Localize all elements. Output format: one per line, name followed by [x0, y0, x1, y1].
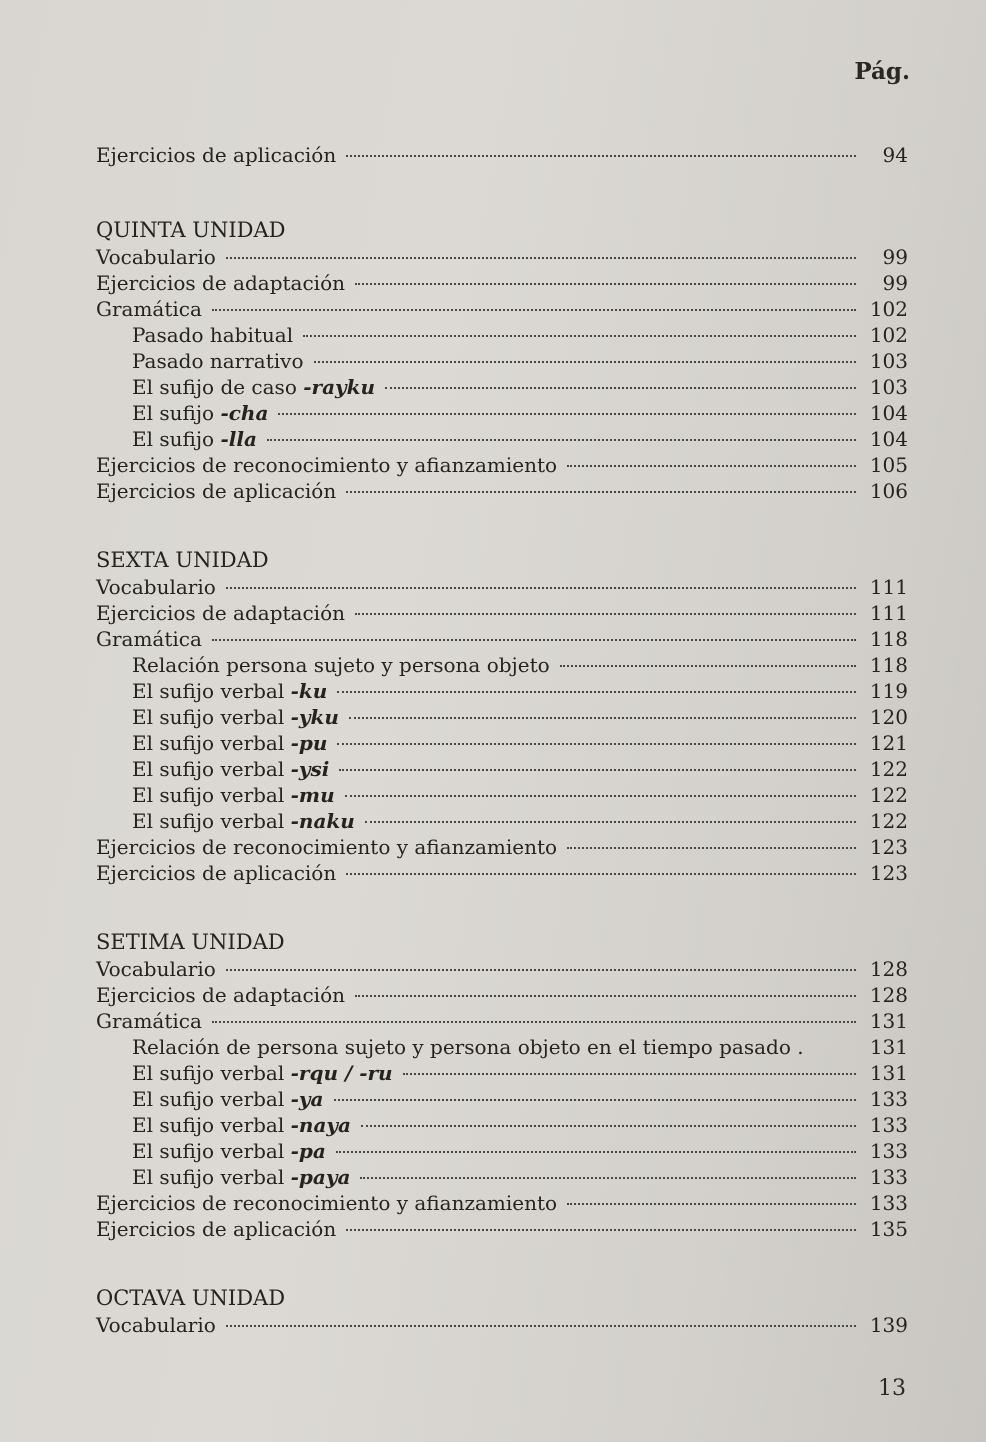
toc-entry	[96, 1216, 908, 1242]
toc-subentry	[96, 704, 908, 730]
toc-entry-text: Ejercicios de reconocimiento y afianzamiento	[96, 1191, 558, 1215]
toc-subentry	[96, 652, 908, 678]
toc-entry-page: 103	[869, 349, 908, 373]
toc-entry-label	[96, 982, 345, 1008]
toc-entry-label	[96, 452, 557, 478]
toc-entry-text: El sufijo verbal	[132, 809, 285, 833]
toc-entry-page: 139	[869, 1313, 908, 1337]
toc-entry-label	[96, 1008, 202, 1034]
toc-entry-page: 123	[869, 835, 908, 859]
suffix-term: -mu	[290, 783, 335, 807]
suffix-term: -paya	[290, 1165, 351, 1189]
section-heading: SEXTA UNIDAD	[96, 548, 269, 572]
toc-entry-label	[132, 782, 335, 808]
dot-leader	[355, 283, 856, 285]
toc-entry-text: El sufijo verbal	[132, 1165, 285, 1189]
toc-entry	[96, 956, 908, 982]
toc-entry-label	[132, 426, 257, 452]
toc-entry	[96, 834, 908, 860]
dot-leader	[346, 873, 856, 875]
toc-entry-label: Ejercicios de aplicación	[96, 143, 337, 167]
toc-entry-label	[132, 322, 293, 348]
dot-leader	[278, 413, 856, 415]
dot-leader	[361, 1125, 856, 1127]
toc-entry-page: 128	[869, 983, 908, 1007]
toc-entry-text: Ejercicios de adaptación	[96, 983, 345, 1007]
toc-entry-page: 133	[869, 1191, 908, 1215]
dot-leader	[303, 335, 856, 337]
dot-leader	[403, 1073, 856, 1075]
toc-entry-page: 106	[869, 479, 908, 503]
dot-leader	[339, 769, 856, 771]
toc-entry-page: 131	[869, 1009, 908, 1033]
toc-entry-page: 105	[869, 453, 908, 477]
suffix-term: -rayku	[303, 375, 376, 399]
dot-leader	[346, 155, 856, 157]
toc-subentry	[96, 756, 908, 782]
dot-leader	[226, 969, 856, 971]
toc-entry-page: 135	[869, 1217, 908, 1241]
toc-entry-label	[96, 478, 336, 504]
toc-entry	[96, 296, 908, 322]
toc-entry-text: Gramática	[96, 627, 202, 651]
toc-entry-text: Vocabulario	[96, 1313, 216, 1337]
dot-leader	[365, 821, 856, 823]
toc-entry-text: Relación persona sujeto y persona objeto	[132, 653, 550, 677]
suffix-term: -naku	[290, 809, 355, 833]
toc-entry-page: 104	[869, 401, 908, 425]
toc-entry-text: Vocabulario	[96, 245, 216, 269]
toc-subentry	[96, 730, 908, 756]
toc-entry-label	[96, 296, 202, 322]
toc-entry-text: Vocabulario	[96, 575, 216, 599]
toc-entry-text: Ejercicios de adaptación	[96, 601, 345, 625]
toc-entry-text: El sufijo	[132, 427, 215, 451]
section-heading: SETIMA UNIDAD	[96, 930, 285, 954]
toc-entry-text: Vocabulario	[96, 957, 216, 981]
dot-leader	[385, 387, 856, 389]
toc-entry-text: El sufijo verbal	[132, 1087, 285, 1111]
toc-subentry	[96, 1112, 908, 1138]
dot-leader	[226, 1325, 856, 1327]
suffix-term: -yku	[290, 705, 339, 729]
toc-entry-page: 104	[869, 427, 908, 451]
toc-entry-page: 122	[869, 757, 908, 781]
toc-subentry	[96, 322, 908, 348]
toc-entry-text: Ejercicios de aplicación	[96, 1217, 337, 1241]
toc-entry-label	[96, 270, 345, 296]
toc-entry-label	[132, 678, 327, 704]
toc-entry	[96, 478, 908, 504]
dot-leader	[567, 847, 856, 849]
suffix-term: -lla	[220, 427, 257, 451]
toc-entry-label	[132, 652, 550, 678]
toc-entry-text: El sufijo verbal	[132, 731, 285, 755]
page-column-header: Pág.	[854, 58, 910, 85]
toc-entry-label	[132, 756, 329, 782]
toc-sections	[96, 216, 908, 1338]
suffix-term: -pa	[290, 1139, 326, 1163]
toc-subentry	[96, 1164, 908, 1190]
toc-entry-label	[132, 1112, 351, 1138]
suffix-term: -ya	[290, 1087, 324, 1111]
toc-entry-page: 111	[869, 575, 908, 599]
toc-entry-page: 131	[869, 1035, 908, 1059]
toc-entry-label	[132, 1034, 804, 1060]
toc-entry-page: 118	[869, 653, 908, 677]
toc-entry	[96, 270, 908, 296]
dot-leader	[349, 717, 856, 719]
toc-entry-text: El sufijo verbal	[132, 679, 285, 703]
toc-entry-label	[96, 1312, 216, 1338]
toc-entry-label	[132, 808, 355, 834]
toc-entry-text: Ejercicios de reconocimiento y afianzamiento	[96, 835, 558, 859]
section-heading: OCTAVA UNIDAD	[96, 1286, 286, 1310]
toc-entry-label	[96, 574, 216, 600]
dot-leader	[346, 1229, 856, 1231]
toc-entry-text: El sufijo verbal	[132, 1139, 285, 1163]
toc-entry	[96, 1008, 908, 1034]
dot-leader	[360, 1177, 856, 1179]
toc-entry-label	[132, 730, 327, 756]
toc-entry	[96, 982, 908, 1008]
toc-subentry	[96, 1060, 908, 1086]
toc-entry-page: 99	[882, 271, 908, 295]
dot-leader	[212, 1021, 856, 1023]
toc-entry-label	[132, 1138, 326, 1164]
suffix-term: -ku	[290, 679, 328, 703]
dot-leader	[212, 639, 856, 641]
toc-entry-label	[132, 348, 304, 374]
toc-entry-label	[96, 860, 336, 886]
toc-entry-text: Ejercicios de aplicación	[96, 861, 337, 885]
toc-subentry	[96, 1034, 908, 1060]
toc-entry-text: El sufijo de caso	[132, 375, 297, 399]
toc-entry	[96, 452, 908, 478]
toc-entry-text: El sufijo verbal	[132, 757, 285, 781]
dot-leader	[355, 995, 856, 997]
toc-subentry	[96, 374, 908, 400]
toc-entry-page: 120	[869, 705, 908, 729]
toc-entry-page: 118	[869, 627, 908, 651]
section-heading: QUINTA UNIDAD	[96, 218, 286, 242]
toc-subentry	[96, 1086, 908, 1112]
toc-entry-label	[132, 1086, 324, 1112]
toc-entry-label	[132, 400, 268, 426]
toc-subentry	[96, 400, 908, 426]
toc-entry-label	[96, 956, 216, 982]
toc-entry	[96, 626, 908, 652]
toc-entry-text: El sufijo verbal	[132, 705, 285, 729]
toc-entry-label	[96, 626, 202, 652]
toc-entry-text: El sufijo verbal	[132, 1113, 285, 1137]
toc-entry-label	[96, 244, 216, 270]
toc-entry-page: 131	[869, 1061, 908, 1085]
toc-entry-text: El sufijo verbal	[132, 783, 285, 807]
dot-leader	[267, 439, 856, 441]
dot-leader	[567, 1203, 856, 1205]
toc-entry	[96, 1190, 908, 1216]
toc-entry-page: 122	[869, 783, 908, 807]
toc-entry-page: 119	[869, 679, 908, 703]
toc-entry-page: 111	[869, 601, 908, 625]
toc-entry-text: Ejercicios de aplicación	[96, 479, 337, 503]
toc-entry-text: Gramática	[96, 1009, 202, 1033]
toc-entry-page: 122	[869, 809, 908, 833]
toc-entry-page: 128	[869, 957, 908, 981]
toc-subentry	[96, 782, 908, 808]
table-of-contents	[96, 142, 908, 1338]
toc-entry-page: 123	[869, 861, 908, 885]
dot-leader	[334, 1099, 856, 1101]
toc-entry-label	[96, 1190, 557, 1216]
toc-subentry	[96, 808, 908, 834]
dot-leader	[560, 665, 856, 667]
toc-subentry	[96, 348, 908, 374]
toc-entry-label	[96, 600, 345, 626]
toc-entry	[96, 1312, 908, 1338]
toc-entry	[96, 860, 908, 886]
toc-entry-label	[132, 1060, 393, 1086]
dot-leader	[345, 795, 856, 797]
toc-entry-page: 121	[869, 731, 908, 755]
toc-entry	[96, 574, 908, 600]
toc-entry-label	[132, 1164, 350, 1190]
toc-entry-page: 133	[869, 1139, 908, 1163]
toc-entry-text: Pasado narrativo	[132, 349, 304, 373]
toc-entry-text: Relación de persona sujeto y persona objeto en el tiempo pasado .	[132, 1035, 804, 1059]
suffix-term: -naya	[290, 1113, 352, 1137]
dot-leader	[226, 257, 856, 259]
toc-entry	[96, 244, 908, 270]
dot-leader	[212, 309, 856, 311]
toc-entry-page: 133	[869, 1165, 908, 1189]
toc-entry-label	[132, 374, 375, 400]
dot-leader	[346, 491, 856, 493]
toc-entry-page: 133	[869, 1113, 908, 1137]
toc-entry-page: 99	[882, 245, 908, 269]
toc-entry-label	[96, 834, 557, 860]
dot-leader	[337, 691, 856, 693]
toc-entry-page: 102	[869, 323, 908, 347]
toc-entry-text: Ejercicios de adaptación	[96, 271, 345, 295]
toc-entry-text: Ejercicios de reconocimiento y afianzamiento	[96, 453, 558, 477]
toc-entry-label	[132, 704, 339, 730]
suffix-term: -ysi	[290, 757, 330, 781]
suffix-term: -cha	[220, 401, 269, 425]
toc-entry	[96, 600, 908, 626]
toc-entry-text: Gramática	[96, 297, 202, 321]
toc-entry-text: Pasado habitual	[132, 323, 294, 347]
toc-entry-page: 103	[869, 375, 908, 399]
toc-entry-page: 133	[869, 1087, 908, 1111]
dot-leader	[567, 465, 856, 467]
toc-entry-page: 102	[869, 297, 908, 321]
toc-entry-label	[96, 1216, 336, 1242]
toc-subentry	[96, 1138, 908, 1164]
toc-entry-text: El sufijo verbal	[132, 1061, 285, 1085]
toc-subentry	[96, 678, 908, 704]
dot-leader	[314, 361, 857, 363]
suffix-term: -rqu / -ru	[290, 1061, 393, 1085]
dot-leader	[336, 1151, 856, 1153]
dot-leader	[226, 587, 856, 589]
page-number: 13	[878, 1376, 906, 1401]
toc-entry-text: El sufijo	[132, 401, 215, 425]
suffix-term: -pu	[290, 731, 328, 755]
toc-entry-page: 94	[882, 143, 908, 167]
toc-subentry	[96, 426, 908, 452]
dot-leader	[337, 743, 856, 745]
dot-leader	[355, 613, 856, 615]
toc-entry	[96, 142, 908, 168]
